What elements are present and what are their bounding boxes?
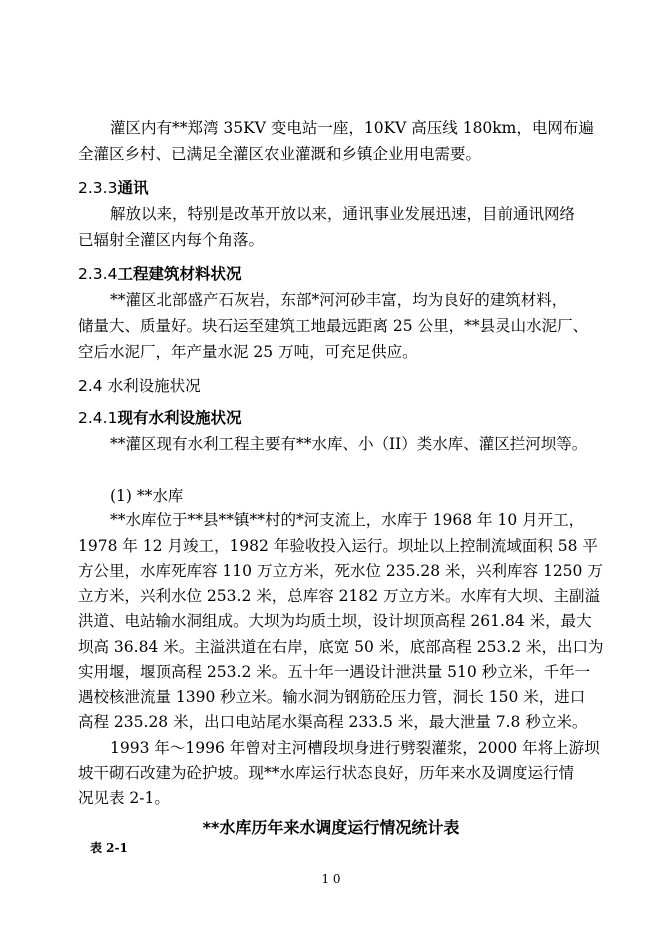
power-line-1: 灌区内有**郑湾 35KV 变电站一座，10KV 高压线 180km，电网布遍 [110,119,594,137]
materials-line-1: **灌区北部盛产石灰岩，东部*河河砂丰富，均为良好的建筑材料， [110,291,568,309]
section-2-4-1-heading [78,408,241,428]
section-title: 工程建筑材料状况 [117,265,242,283]
history-line-1: 1993 年～1996 年曾对主河槽段坝身进行劈裂灌浆，2000 年将上游坝 [110,739,600,757]
history-line-3: 况见表 2-1。 [78,789,170,807]
materials-line-2: 储量大、质量好。块石运至建筑工地最远距离 25 公里，**县灵山水泥厂、 [78,317,589,335]
reservoir-line-1: **水库位于**县**镇**村的*河支流上，水库于 1968 年 10 月开工， [110,511,585,529]
comm-line-1: 解放以来，特别是改革开放以来，通讯事业发展迅速，目前通讯网络 [110,205,576,223]
page-number: 1 0 [321,872,341,886]
table-title: **水库历年来水调度运行情况统计表 [202,818,460,837]
comm-line-2: 已辐射全灌区内每个角落。 [78,231,265,249]
section-number: 2.4.1 [78,409,118,427]
power-line-2: 全灌区乡村、已满足全灌区农业灌溉和乡镇企业用电需要。 [78,145,482,163]
reservoir-line-6: 坝高 36.84 米。主溢洪道在右岸，底宽 50 米，底部高程 253.2 米，出口为 [78,638,604,656]
history-line-2: 坡干砌石改建为砼护坡。现**水库运行状态良好，历年来水及调度运行情 [78,764,575,782]
section-2-4-heading: 2.4 水利设施状况 [78,377,201,395]
materials-line-3: 空后水泥厂，年产量水泥 25 万吨，可充足供应。 [78,343,418,361]
item-1-heading: (1) **水库 [110,487,184,505]
reservoir-line-5: 洪道、电站输水洞组成。大坝为均质土坝，设计坝顶高程 261.84 米，最大 [78,612,592,630]
reservoir-line-9: 高程 235.28 米，出口电站尾水渠高程 233.5 米，最大泄量 7.8 秒立米。 [78,713,588,731]
section-title: 通讯 [117,179,149,197]
section-2-3-3-heading [78,178,148,198]
reservoir-line-3: 方公里，水库死库容 110 万立方米，死水位 235.28 米，兴利库容 1250 万 [78,562,603,580]
table-number: 表 2-1 [90,841,128,855]
reservoir-line-7: 实用堰，堰顶高程 253.2 米。五十年一遇设计泄洪量 510 秒立米，千年一 [78,663,591,681]
reservoir-line-4: 立方米，兴利水位 253.2 米，总库容 2182 万立方米。水库有大坝、主副溢 [78,587,601,605]
reservoir-line-2: 1978 年 12 月竣工，1982 年验收投入运行。坝址以上控制流域面积 58 平 [78,537,598,555]
section-number: 2.3.4 [78,265,118,283]
reservoir-line-8: 遇校核泄流量 1390 秒立米。输水洞为钢筋砼压力管，洞长 150 米，进口 [78,688,586,706]
section-title: 现有水利设施状况 [117,409,242,427]
section-2-3-4-heading [78,264,241,284]
existing-works-line: **灌区现有水利工程主要有**水库、小（II）类水库、灌区拦河坝等。 [110,435,588,453]
section-number: 2.3.3 [78,179,118,197]
